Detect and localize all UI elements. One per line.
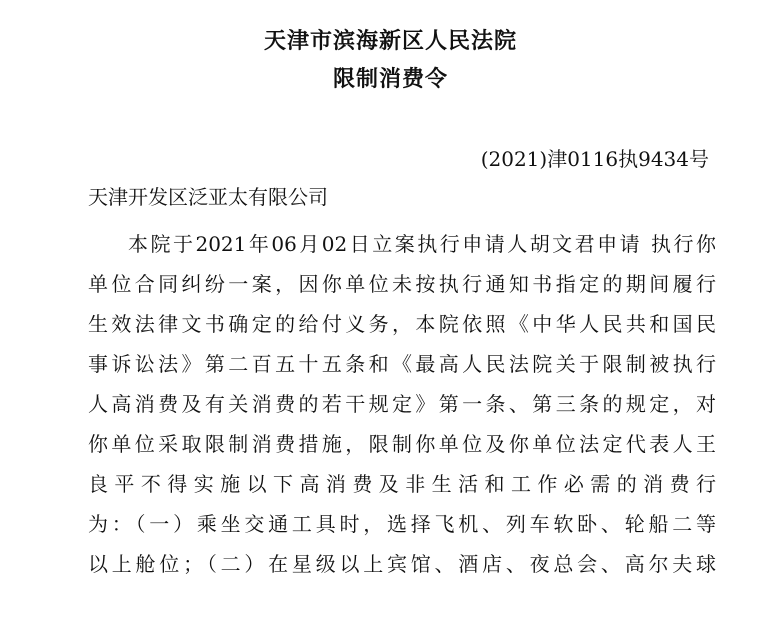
- body-line-7: 良平不得实施以下高消费及非生活和工作必需的消费行: [88, 472, 716, 496]
- body-line-2: 单位合同纠纷一案，因你单位未按执行通知书指定的期间履行: [88, 272, 716, 296]
- body-line-5: 人高消费及有关消费的若干规定》第一条、第三条的规定，对: [88, 392, 716, 416]
- addressee: 天津开发区泛亚太有限公司: [88, 185, 328, 209]
- body-line-4: 事诉讼法》第二百五十五条和《最高人民法院关于限制被执行: [88, 352, 716, 376]
- document-title: 限制消费令: [332, 67, 448, 92]
- body-line-9: 以上舱位；（二）在星级以上宾馆、酒店、夜总会、高尔夫球: [88, 552, 716, 576]
- court-name-heading: 天津市滨海新区人民法院: [263, 29, 517, 54]
- body-line-1: 本院于2021年06月02日立案执行申请人胡文君申请 执行你: [128, 232, 716, 256]
- body-line-6: 你单位采取限制消费措施，限制你单位及你单位法定代表人王: [88, 432, 716, 456]
- body-line-3: 生效法律文书确定的给付义务，本院依照《中华人民共和国民: [88, 312, 716, 336]
- body-line-8: 为：（一）乘坐交通工具时，选择飞机、列车软卧、轮船二等: [88, 512, 716, 536]
- case-number: (2021)津0116执9434号: [480, 147, 709, 171]
